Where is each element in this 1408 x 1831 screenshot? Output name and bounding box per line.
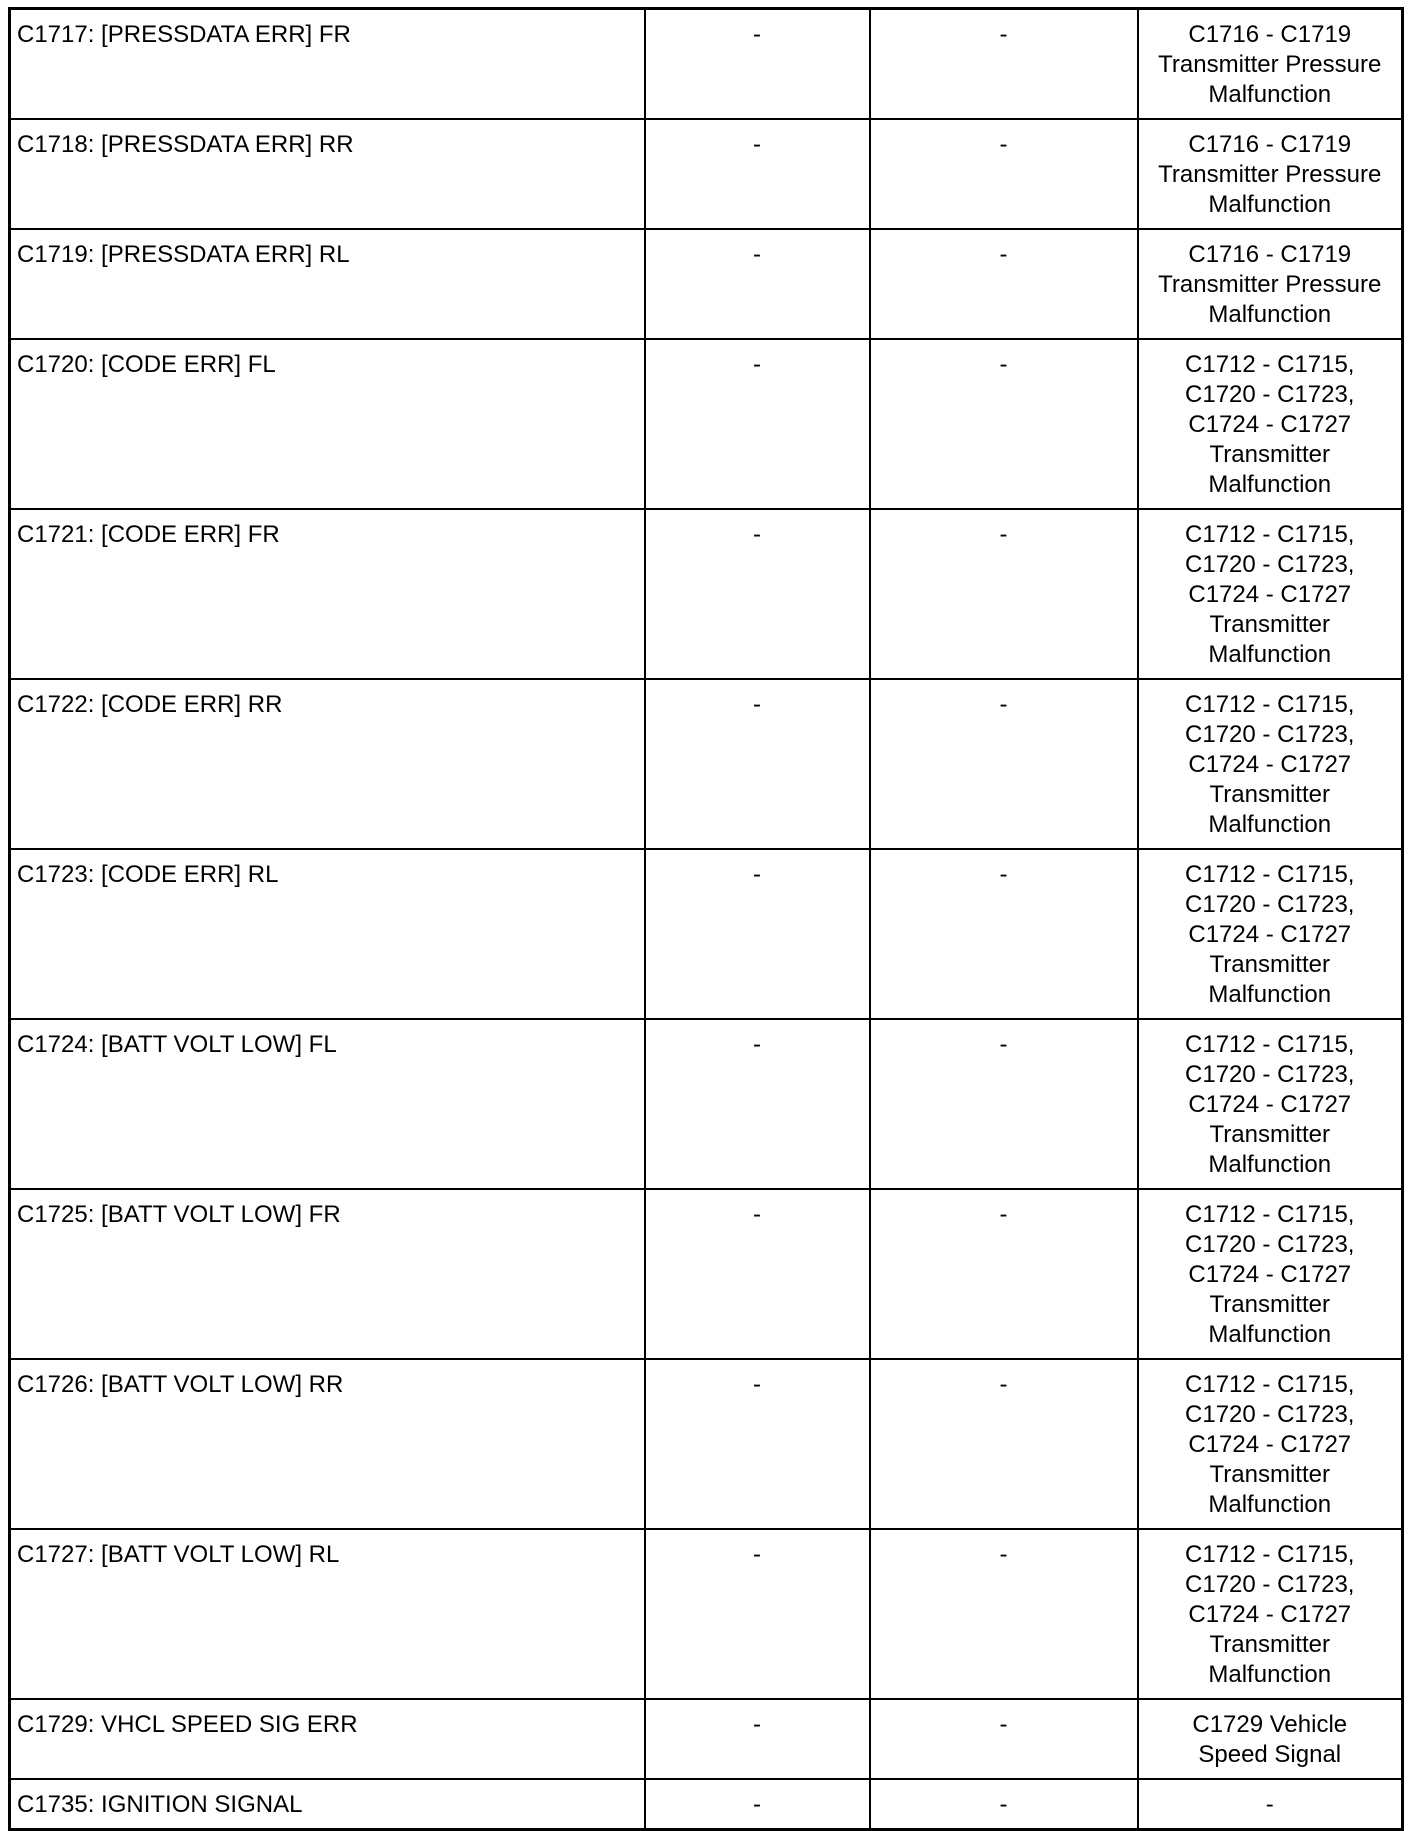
dtc-code-cell: C1717: [PRESSDATA ERR] FR	[10, 9, 645, 120]
reference-line: C1724 - C1727	[1188, 921, 1352, 948]
reference-line: C1724 - C1727	[1188, 1601, 1352, 1628]
dtc-code-cell: C1726: [BATT VOLT LOW] RR	[10, 1359, 645, 1529]
reference-cell	[1138, 1359, 1403, 1529]
reference-line: Transmitter	[1209, 441, 1330, 468]
reference-cell	[1138, 679, 1403, 849]
reference-line: C1724 - C1727	[1188, 1261, 1352, 1288]
column-2-cell: -	[645, 229, 870, 339]
reference-line: Malfunction	[1208, 1321, 1332, 1348]
reference-line: C1724 - C1727	[1188, 581, 1352, 608]
reference-line: C1712 - C1715,	[1185, 1201, 1355, 1228]
reference-line: C1716 - C1719	[1188, 21, 1352, 48]
column-2-cell: -	[645, 849, 870, 1019]
column-2-cell: -	[645, 119, 870, 229]
reference-line: C1712 - C1715,	[1185, 861, 1355, 888]
reference-line: C1712 - C1715,	[1185, 691, 1355, 718]
column-3-cell: -	[870, 849, 1138, 1019]
column-2-cell: -	[645, 9, 870, 120]
reference-line: Transmitter	[1209, 611, 1330, 638]
reference-line: -	[1265, 1791, 1274, 1818]
table-row	[10, 1699, 1403, 1779]
table-row	[10, 229, 1403, 339]
reference-line: Transmitter	[1209, 781, 1330, 808]
reference-cell	[1138, 849, 1403, 1019]
reference-line: Malfunction	[1208, 471, 1332, 498]
column-3-cell: -	[870, 509, 1138, 679]
dtc-code-cell: C1723: [CODE ERR] RL	[10, 849, 645, 1019]
reference-cell	[1138, 1779, 1403, 1830]
dtc-code-cell: C1720: [CODE ERR] FL	[10, 339, 645, 509]
table-row	[10, 679, 1403, 849]
dtc-code-cell: C1727: [BATT VOLT LOW] RL	[10, 1529, 645, 1699]
table-row	[10, 849, 1403, 1019]
column-3-cell: -	[870, 1699, 1138, 1779]
column-3-cell: -	[870, 1019, 1138, 1189]
column-3-cell: -	[870, 9, 1138, 120]
column-3-cell: -	[870, 1779, 1138, 1830]
table-row	[10, 1359, 1403, 1529]
reference-cell	[1138, 1529, 1403, 1699]
column-2-cell: -	[645, 1779, 870, 1830]
dtc-code-cell: C1729: VHCL SPEED SIG ERR	[10, 1699, 645, 1779]
dtc-code-cell: C1718: [PRESSDATA ERR] RR	[10, 119, 645, 229]
reference-line: C1720 - C1723,	[1185, 891, 1355, 918]
column-2-cell: -	[645, 509, 870, 679]
table-row	[10, 1529, 1403, 1699]
reference-cell	[1138, 1699, 1403, 1779]
reference-cell	[1138, 1189, 1403, 1359]
dtc-code-cell: C1724: [BATT VOLT LOW] FL	[10, 1019, 645, 1189]
table-row	[10, 119, 1403, 229]
reference-line: Malfunction	[1208, 301, 1332, 328]
column-2-cell: -	[645, 1359, 870, 1529]
reference-line: Transmitter	[1209, 1631, 1330, 1658]
reference-line: C1712 - C1715,	[1185, 1541, 1355, 1568]
reference-line: Malfunction	[1208, 981, 1332, 1008]
reference-line: Malfunction	[1208, 81, 1332, 108]
dtc-code-cell: C1725: [BATT VOLT LOW] FR	[10, 1189, 645, 1359]
table-row	[10, 1189, 1403, 1359]
reference-line: Malfunction	[1208, 811, 1332, 838]
column-2-cell: -	[645, 339, 870, 509]
reference-line: C1712 - C1715,	[1185, 521, 1355, 548]
reference-line: C1716 - C1719	[1188, 241, 1352, 268]
reference-line: Transmitter Pressure	[1158, 271, 1382, 298]
column-3-cell: -	[870, 1529, 1138, 1699]
reference-cell	[1138, 509, 1403, 679]
column-2-cell: -	[645, 1189, 870, 1359]
reference-line: C1724 - C1727	[1188, 411, 1352, 438]
reference-line: Malfunction	[1208, 1491, 1332, 1518]
reference-cell	[1138, 119, 1403, 229]
dtc-table	[8, 7, 1404, 1831]
reference-line: C1724 - C1727	[1188, 751, 1352, 778]
table-row	[10, 339, 1403, 509]
reference-line: Transmitter	[1209, 951, 1330, 978]
table-row	[10, 509, 1403, 679]
reference-line: C1720 - C1723,	[1185, 551, 1355, 578]
column-3-cell: -	[870, 119, 1138, 229]
dtc-code-cell: C1721: [CODE ERR] FR	[10, 509, 645, 679]
reference-line: C1720 - C1723,	[1185, 1401, 1355, 1428]
reference-line: C1724 - C1727	[1188, 1431, 1352, 1458]
reference-line: C1720 - C1723,	[1185, 1231, 1355, 1258]
column-2-cell: -	[645, 1529, 870, 1699]
reference-line: Malfunction	[1208, 1661, 1332, 1688]
table-row	[10, 9, 1403, 120]
reference-line: Malfunction	[1208, 641, 1332, 668]
column-2-cell: -	[645, 679, 870, 849]
dtc-code-cell: C1722: [CODE ERR] RR	[10, 679, 645, 849]
column-3-cell: -	[870, 339, 1138, 509]
dtc-code-cell: C1719: [PRESSDATA ERR] RL	[10, 229, 645, 339]
dtc-code-cell: C1735: IGNITION SIGNAL	[10, 1779, 645, 1830]
reference-line: Speed Signal	[1198, 1741, 1342, 1768]
reference-line: C1712 - C1715,	[1185, 1371, 1355, 1398]
column-3-cell: -	[870, 1359, 1138, 1529]
reference-line: Transmitter Pressure	[1158, 51, 1382, 78]
reference-line: C1720 - C1723,	[1185, 381, 1355, 408]
column-3-cell: -	[870, 1189, 1138, 1359]
reference-cell	[1138, 1019, 1403, 1189]
column-2-cell: -	[645, 1019, 870, 1189]
column-3-cell: -	[870, 229, 1138, 339]
reference-line: C1712 - C1715,	[1185, 351, 1355, 378]
reference-line: C1729 Vehicle	[1192, 1711, 1348, 1738]
reference-line: C1720 - C1723,	[1185, 721, 1355, 748]
reference-cell	[1138, 339, 1403, 509]
reference-line: Transmitter Pressure	[1158, 161, 1382, 188]
reference-line: C1720 - C1723,	[1185, 1061, 1355, 1088]
reference-cell	[1138, 229, 1403, 339]
reference-line: C1716 - C1719	[1188, 131, 1352, 158]
column-2-cell: -	[645, 1699, 870, 1779]
reference-line: Malfunction	[1208, 1151, 1332, 1178]
table-row	[10, 1019, 1403, 1189]
reference-line: Transmitter	[1209, 1461, 1330, 1488]
reference-line: Transmitter	[1209, 1121, 1330, 1148]
reference-cell	[1138, 9, 1403, 120]
table-row	[10, 1779, 1403, 1830]
reference-line: C1724 - C1727	[1188, 1091, 1352, 1118]
column-3-cell: -	[870, 679, 1138, 849]
reference-line: Malfunction	[1208, 191, 1332, 218]
reference-line: C1720 - C1723,	[1185, 1571, 1355, 1598]
reference-line: C1712 - C1715,	[1185, 1031, 1355, 1058]
reference-line: Transmitter	[1209, 1291, 1330, 1318]
